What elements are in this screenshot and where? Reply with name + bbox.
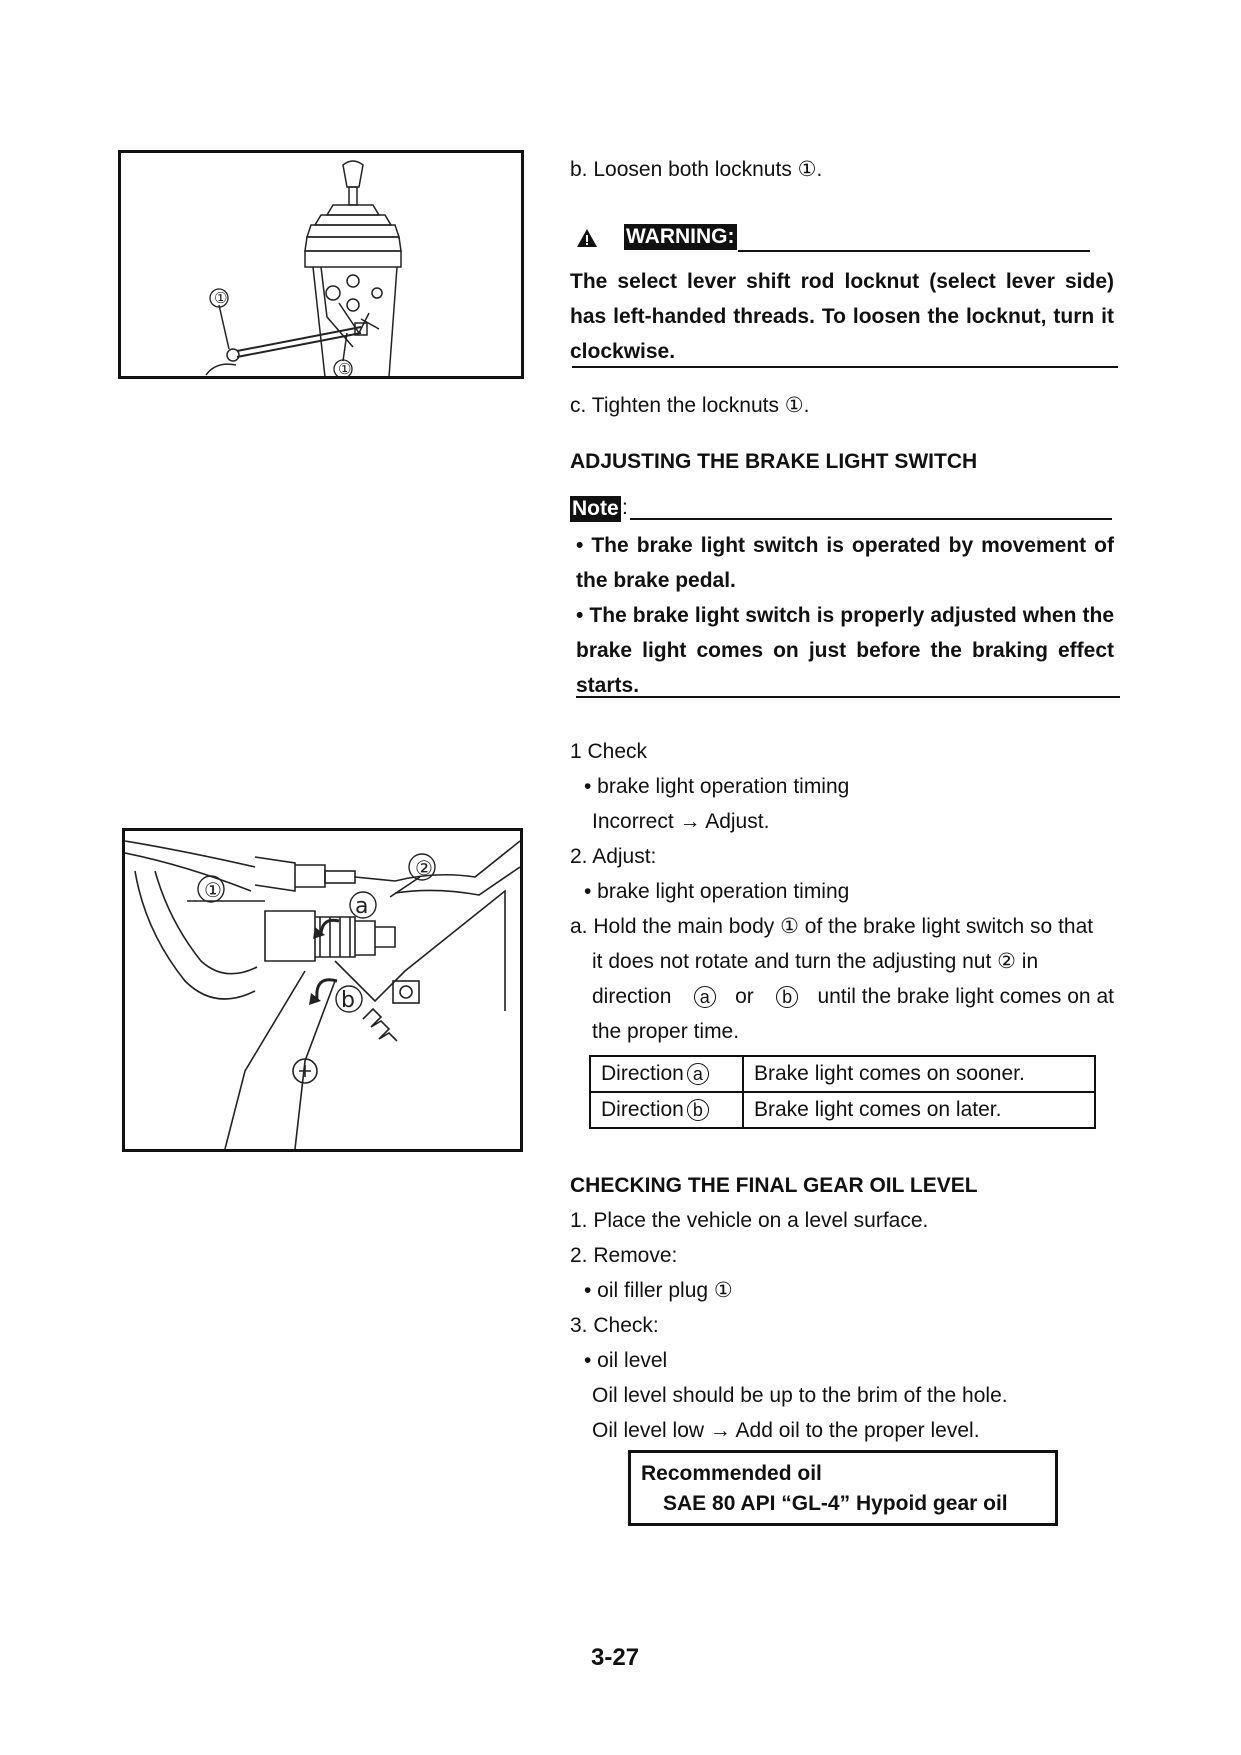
step-a-line-1: a. Hold the main body ① of the brake light switch so that [570, 915, 1094, 938]
gear-item-plug: • oil filler plug ① [584, 1279, 733, 1302]
fig2-label-1: ① [204, 878, 222, 902]
fig2-label-b: b [341, 988, 355, 1013]
recommended-oil-value: SAE 80 API “GL-4” Hypoid gear oil [663, 1492, 1008, 1515]
recommended-oil-title: Recommended oil [641, 1462, 822, 1485]
direction-b-mark: b [776, 986, 798, 1008]
warning-rule [738, 250, 1090, 252]
page-number: 3-27 [591, 1644, 640, 1671]
check-result: Incorrect → Adjust. [592, 810, 770, 833]
adjust-title: 2. Adjust: [570, 845, 657, 868]
check-title: 1 Check [570, 740, 648, 763]
step-a-line-3 [592, 979, 1114, 1014]
brake-switch-drawing [125, 831, 520, 1149]
effect-cell: Brake light comes on later. [743, 1092, 1095, 1128]
step-a-direction-word: direction [592, 985, 672, 1008]
direction-mark: a [687, 1063, 709, 1085]
direction-cell: Direction a [590, 1056, 743, 1092]
note-bottom-rule [576, 696, 1120, 698]
section-heading-brake: ADJUSTING THE BRAKE LIGHT SWITCH [570, 450, 978, 473]
gear-step-3: 3. Check: [570, 1314, 659, 1337]
step-a-until: until the brake light comes on at [817, 985, 1114, 1008]
gear-level-low: Oil level low → Add oil to the proper level. [592, 1419, 980, 1442]
gear-step-2: 2. Remove: [570, 1244, 678, 1267]
note-colon: : [622, 496, 628, 519]
fig1-label-1b: ① [338, 360, 352, 376]
direction-table [589, 1055, 1096, 1129]
warning-bottom-rule [572, 366, 1118, 368]
warning-triangle-icon [576, 228, 598, 248]
select-lever-drawing [121, 153, 521, 376]
direction-a-mark: a [694, 986, 716, 1008]
recommended-oil-box [628, 1450, 1058, 1526]
warning-label: WARNING: [626, 225, 735, 248]
gear-item-level: • oil level [584, 1349, 668, 1372]
note-rule [630, 518, 1112, 520]
note-item-2: • The brake light switch is properly adjusted when the brake light comes on just before the braking effect starts. [576, 604, 1114, 697]
step-c: c. Tighten the locknuts ①. [570, 394, 810, 417]
fig2-label-2: ② [415, 856, 433, 880]
direction-cell: Direction b [590, 1092, 743, 1128]
direction-mark: b [687, 1099, 709, 1121]
note-label: Note [572, 497, 619, 520]
step-b: b. Loosen both locknuts ①. [570, 158, 823, 181]
table-row [590, 1056, 1095, 1092]
step-a-or: or [735, 985, 754, 1008]
adjust-item: • brake light operation timing [584, 880, 850, 903]
step-a-line-2: it does not rotate and turn the adjusting nut ② in [592, 950, 1039, 973]
warning-text: The select lever shift rod locknut (select lever side) has left-handed threads. To loosen the locknut, turn it clockwise. [570, 270, 1114, 363]
fig1-label-1a: ① [214, 289, 228, 307]
effect-cell: Brake light comes on sooner. [743, 1056, 1095, 1092]
gear-step-1: 1. Place the vehicle on a level surface. [570, 1209, 929, 1232]
select-lever-figure [118, 150, 524, 379]
brake-switch-figure [122, 828, 523, 1152]
check-item: • brake light operation timing [584, 775, 850, 798]
note-item-1: • The brake light switch is operated by movement of the brake pedal. [576, 534, 1114, 592]
table-row [590, 1092, 1095, 1128]
fig2-label-a: a [355, 894, 369, 919]
step-a-line-4: the proper time. [592, 1020, 740, 1043]
section-heading-gear-oil: CHECKING THE FINAL GEAR OIL LEVEL [570, 1174, 978, 1197]
gear-level-spec: Oil level should be up to the brim of the hole. [592, 1384, 1008, 1407]
